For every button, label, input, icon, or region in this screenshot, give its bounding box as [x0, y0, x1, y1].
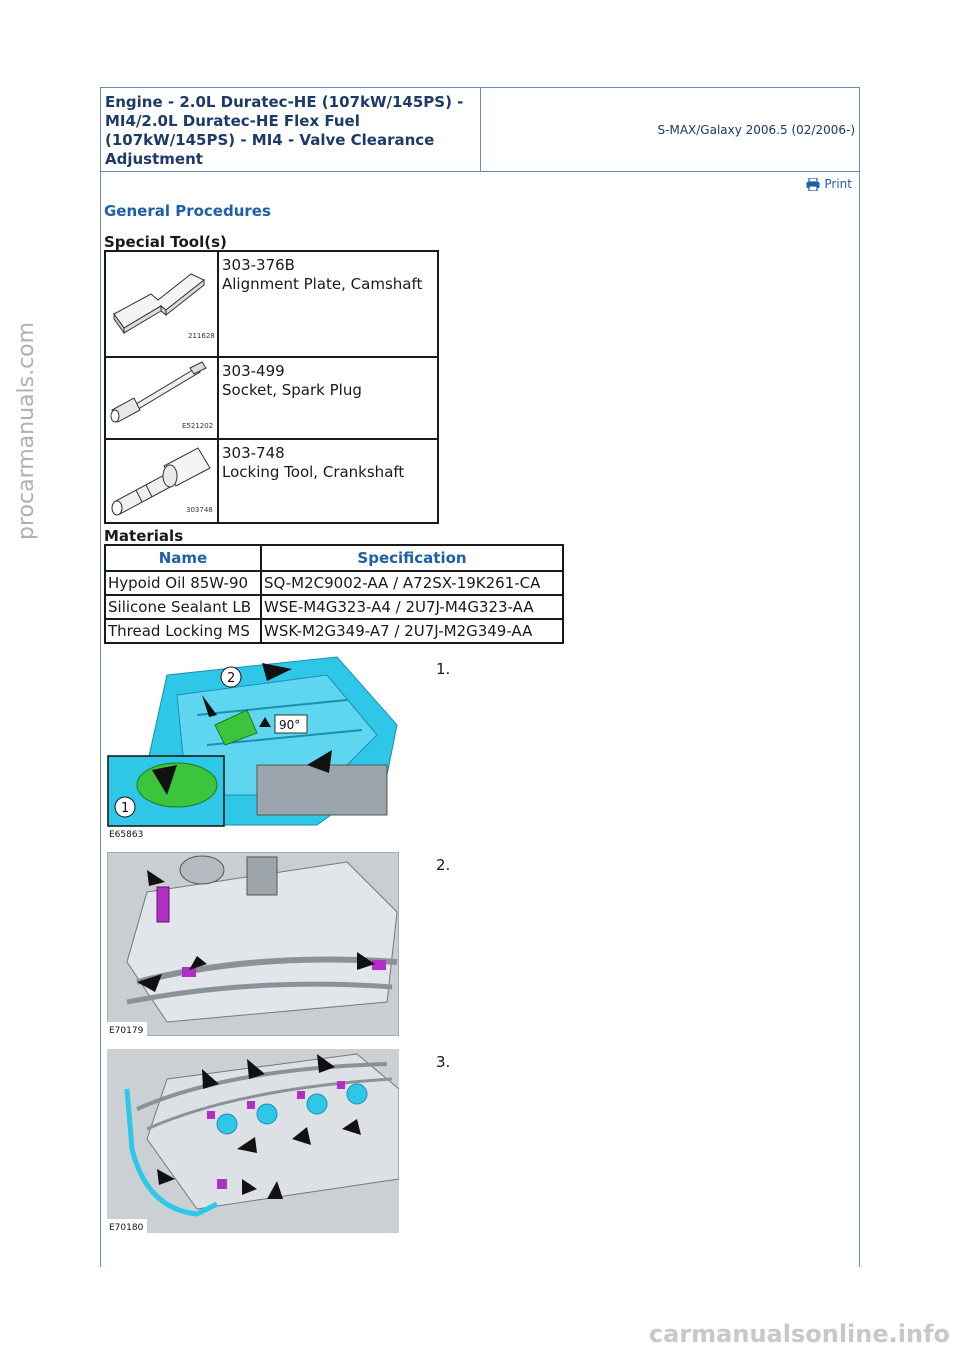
special-tools-table: [104, 250, 439, 524]
special-tools-heading: Special Tool(s): [104, 233, 227, 251]
alignment-plate-illustration: [106, 252, 217, 352]
angle-label: 90°: [279, 718, 301, 732]
vehicle-model: S-MAX/Galaxy 2006.5 (02/2006-): [657, 122, 855, 137]
tool-description: [218, 251, 438, 357]
tool-description: [218, 357, 438, 439]
section-title: General Procedures: [104, 202, 271, 220]
material-spec: SQ-M2C9002-AA / A72SX-19K261-CA: [261, 571, 563, 595]
step-number: 3.: [436, 1053, 451, 1071]
column-header-name: Name: [105, 545, 261, 571]
page-title: Engine - 2.0L Duratec-HE (107kW/145PS) - MI4/2.0L Duratec-HE Flex Fuel (107kW/145PS) - MI4 - Valve Clearance Adjustment: [101, 88, 481, 171]
tool-name: Locking Tool, Crankshaft: [222, 463, 405, 481]
bottom-watermark: carmanualsonline.info: [648, 1320, 950, 1348]
document-header: [100, 87, 860, 172]
step-2-figure: [107, 852, 399, 1036]
material-name: Hypoid Oil 85W-90: [105, 571, 261, 595]
side-watermark: procarmanuals.com: [14, 321, 39, 540]
print-label[interactable]: Print: [824, 177, 852, 191]
tool-name: Alignment Plate, Camshaft: [222, 275, 423, 293]
tool-row: [105, 439, 438, 523]
material-name: Silicone Sealant LB: [105, 595, 261, 619]
tool-name: Socket, Spark Plug: [222, 381, 362, 399]
tool-description: [218, 439, 438, 523]
spark-plug-socket-illustration: [106, 358, 217, 434]
tool-code: 303-499: [222, 362, 285, 380]
tool-image-cell: [105, 251, 218, 357]
tool-ref-label: 211628: [188, 332, 215, 340]
print-button[interactable]: [806, 177, 852, 191]
callout-label: 2: [227, 671, 236, 686]
tool-image-cell: [105, 439, 218, 523]
callout-label: 1: [121, 801, 130, 816]
table-row: [105, 595, 563, 619]
figure-ref-label: E70180: [109, 1223, 144, 1233]
crankshaft-locking-tool-illustration: [106, 440, 217, 518]
material-spec: WSE-M4G323-A4 / 2U7J-M4G323-AA: [261, 595, 563, 619]
step-number: 2.: [436, 856, 451, 874]
step-1-figure: [107, 655, 399, 840]
tool-row: [105, 251, 438, 357]
printer-icon: [806, 178, 820, 191]
material-spec: WSK-M2G349-A7 / 2U7J-M2G349-AA: [261, 619, 563, 643]
tool-ref-label: 303748: [186, 506, 213, 514]
materials-heading: Materials: [104, 527, 184, 545]
step-number: 1.: [436, 660, 451, 678]
tool-code: 303-748: [222, 444, 285, 462]
column-header-specification: Specification: [261, 545, 563, 571]
step-3-figure: [107, 1049, 399, 1233]
tool-code: 303-376B: [222, 256, 295, 274]
tool-image-cell: [105, 357, 218, 439]
figure-ref-label: E65863: [109, 830, 144, 840]
table-row: [105, 571, 563, 595]
materials-table: [104, 544, 564, 644]
table-header-row: [105, 545, 563, 571]
material-name: Thread Locking MS: [105, 619, 261, 643]
tool-ref-label: E521202: [182, 422, 214, 430]
table-row: [105, 619, 563, 643]
tool-row: [105, 357, 438, 439]
figure-ref-label: E70179: [109, 1026, 144, 1036]
